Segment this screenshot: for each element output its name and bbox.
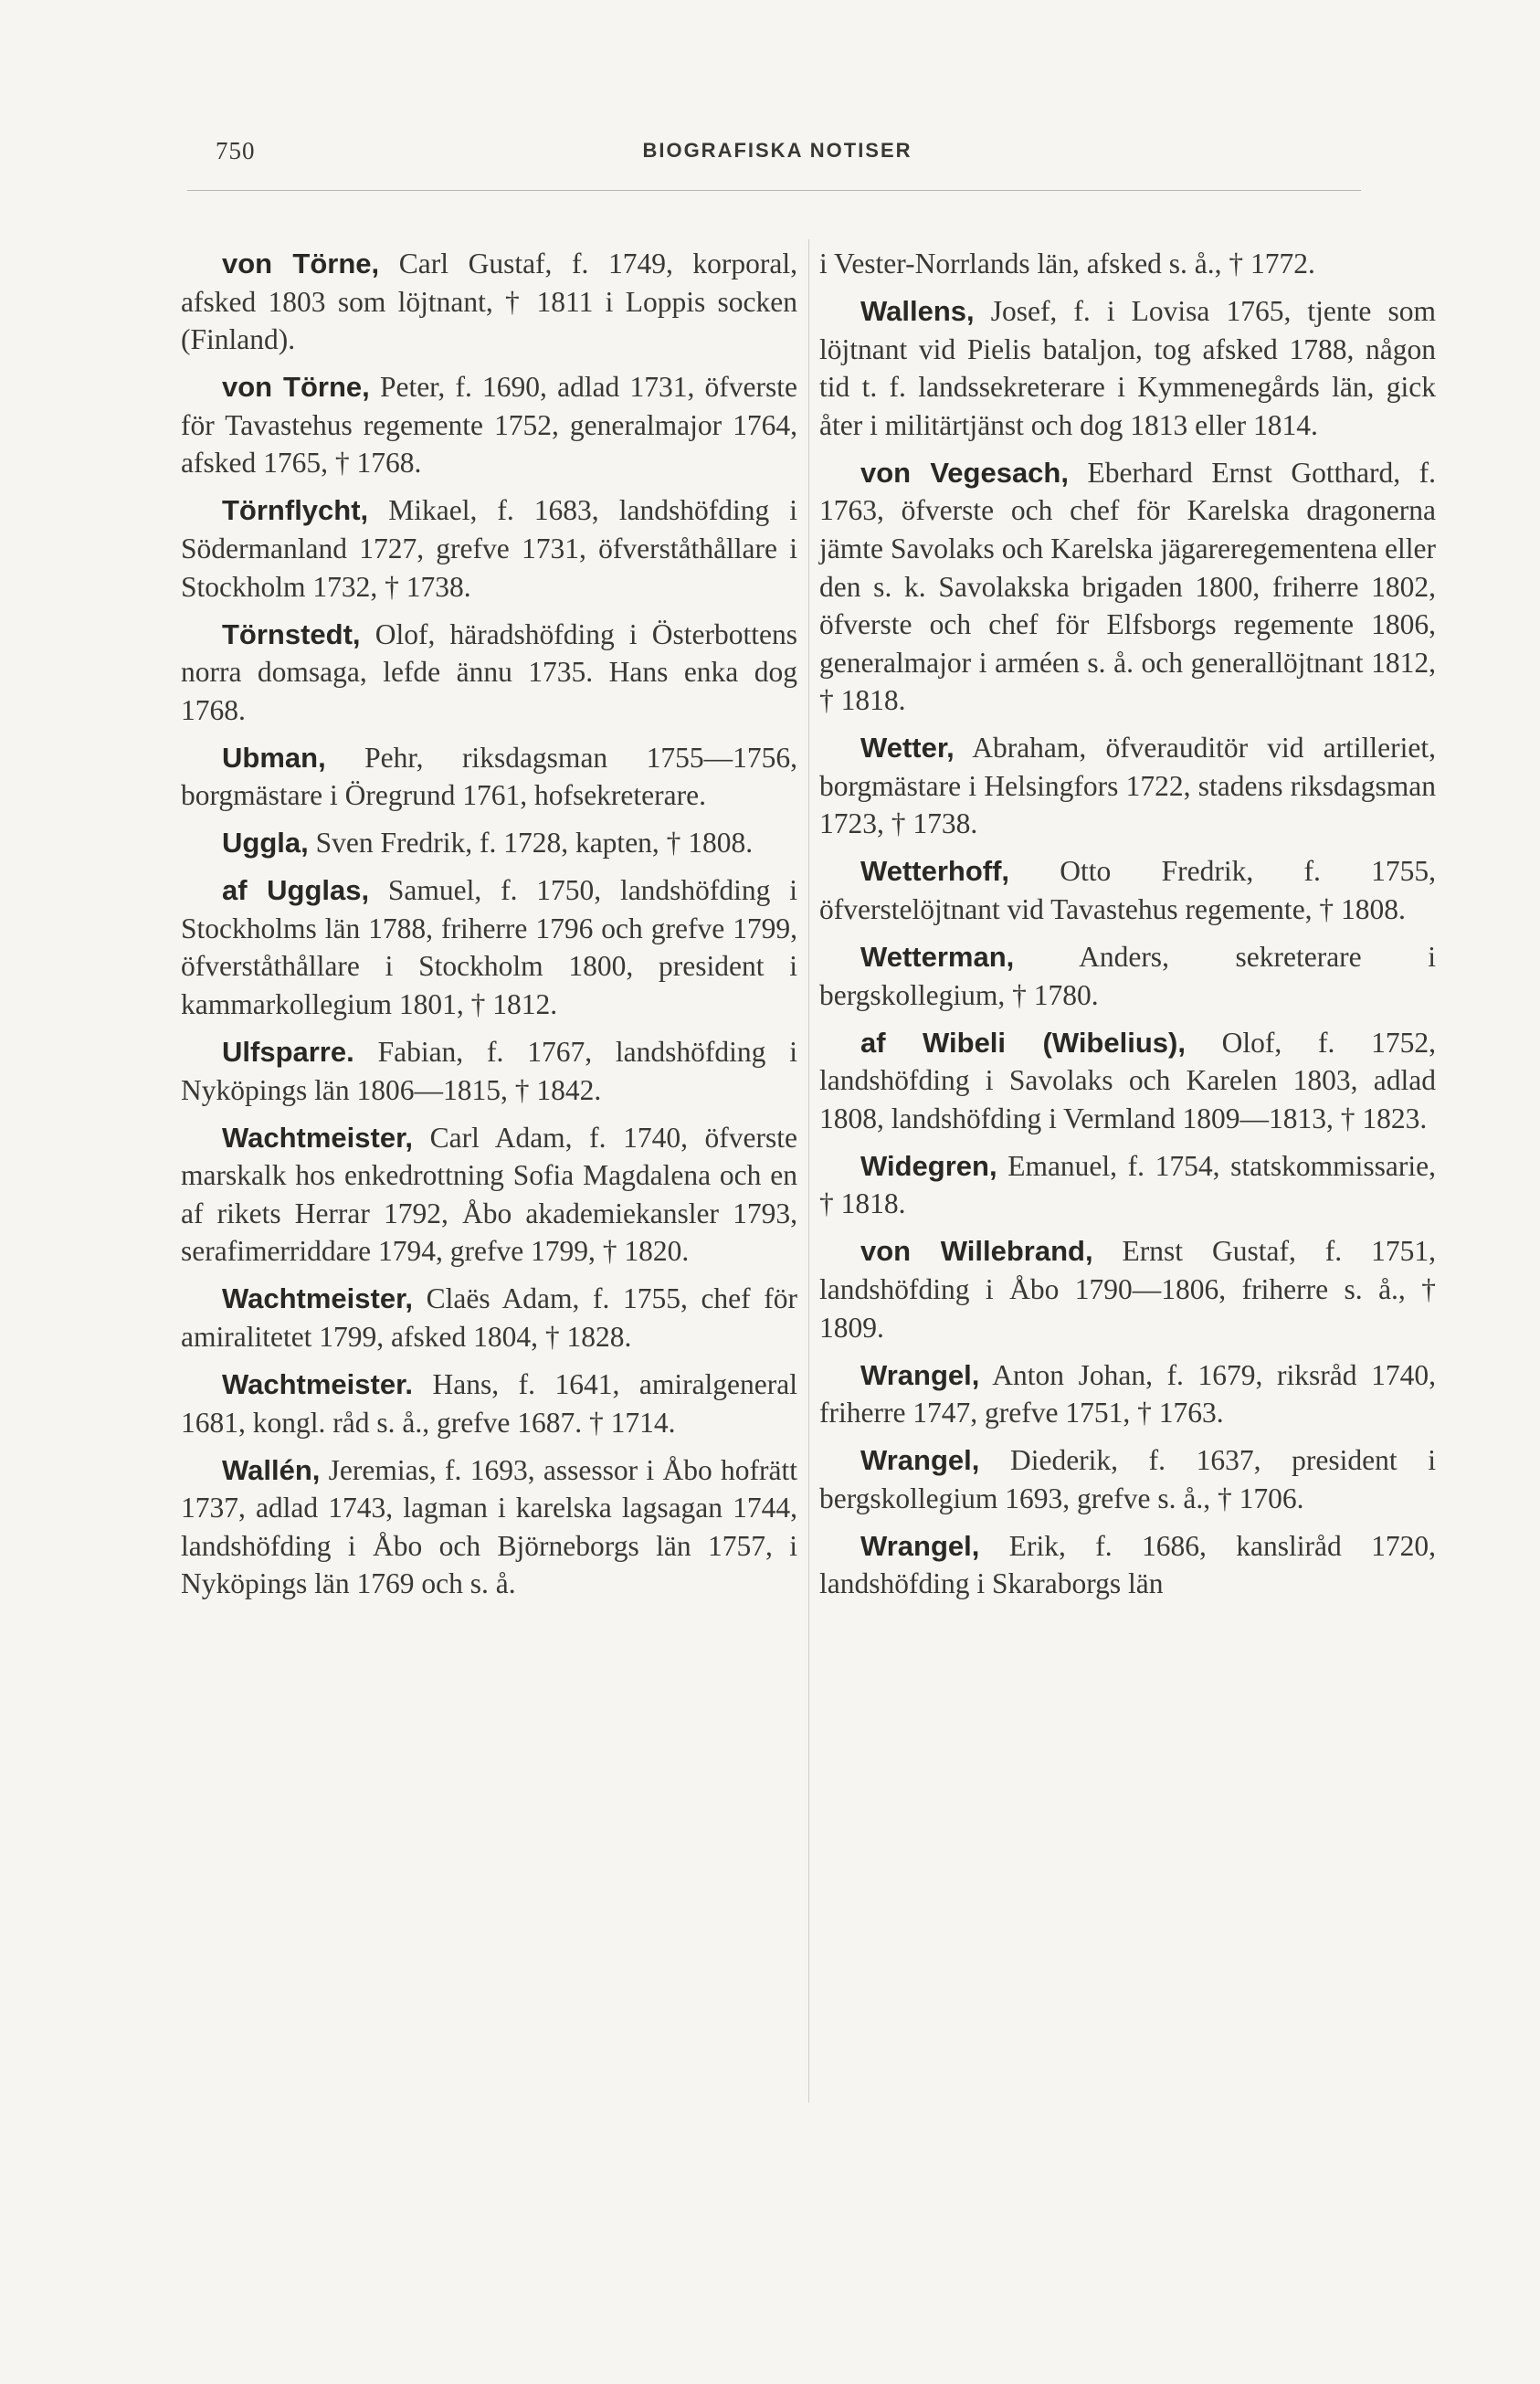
entry-text: Diederik, f. 1637, president i bergskollegium 1693, grefve s. å., † 1706.: [819, 1444, 1436, 1514]
biography-entry: [819, 1356, 1436, 1432]
biography-entry: [819, 938, 1436, 1014]
entry-text: Anton Johan, f. 1679, riksråd 1740, friherre 1747, grefve 1751, † 1763.: [819, 1358, 1436, 1429]
biography-entry: [819, 1024, 1436, 1138]
running-title: BIOGRAFISKA NOTISER: [642, 139, 912, 162]
entry-name: af Wibeli (Wibelius),: [860, 1026, 1186, 1059]
biography-entry: [181, 1280, 797, 1356]
biography-entry: [819, 292, 1436, 444]
entry-name: Wrangel,: [860, 1444, 980, 1477]
entry-text: Abraham, öfverauditör vid artilleriet, borgmästare i Helsingfors 1722, stadens riksdagsman 1723, † 1738.: [819, 732, 1436, 840]
entry-name: Widegren,: [860, 1149, 997, 1182]
entry-name: Wachtmeister,: [222, 1282, 414, 1315]
biography-entry: [819, 1527, 1436, 1603]
entry-name: von Törne,: [222, 371, 370, 404]
biography-entry: [819, 1147, 1436, 1223]
entry-name: Wallens,: [860, 294, 975, 327]
biography-entry: [819, 729, 1436, 843]
entry-name: Wallén,: [222, 1453, 321, 1486]
entry-name: von Törne,: [222, 248, 380, 280]
entry-text: Ernst Gustaf, f. 1751, landshöfding i Åbo 1790—1806, friherre s. å., † 1809.: [819, 1235, 1436, 1344]
entry-text: Fabian, f. 1767, landshöfding i Nyköpings län 1806—1815, † 1842.: [181, 1036, 797, 1106]
entry-text: Anders, sekreterare i bergskollegium, † 1780.: [819, 941, 1436, 1011]
entry-text: Eberhard Ernst Gotthard, f. 1763, öfverste och chef för Karelska dragonerna jämte Savolaks och Karelska jägareregementena eller den s. k. Savolakska brigaden 1800, friherre 1802, öfverste och chef för Elfsborgs regemente 1806, generalmajor i arméen s. å. och generallöjtnant 1812, † 1818.: [819, 456, 1436, 717]
biography-entry: [181, 1119, 797, 1271]
biography-entry: [819, 245, 1436, 283]
entry-name: Wachtmeister,: [222, 1121, 414, 1154]
page-header: [216, 137, 1339, 174]
entry-name: af Ugglas,: [222, 874, 370, 907]
entry-text: Mikael, f. 1683, landshöfding i Södermanland 1727, grefve 1731, öfverståthållare i Stockholm 1732, † 1738.: [181, 494, 797, 603]
biography-entry: [819, 852, 1436, 928]
entry-text: i Vester-Norrlands län, afsked s. å., † 1772.: [819, 248, 1315, 280]
entry-name: Wetterman,: [860, 941, 1015, 974]
biography-entry: [181, 245, 797, 359]
entry-name: Ubman,: [222, 741, 326, 774]
entry-name: von Vegesach,: [860, 456, 1069, 489]
entry-text: Carl Adam, f. 1740, öfverste marskalk hos enkedrottning Sofia Magdalena och en af rikets Herrar 1792, Åbo akademiekansler 1793, serafimerriddare 1794, grefve 1799, † 1820.: [181, 1121, 797, 1268]
page-number: 750: [216, 137, 256, 164]
entry-name: Wrangel,: [860, 1358, 980, 1391]
entry-name: Ulfsparre.: [222, 1036, 354, 1069]
entry-text: Jeremias, f. 1693, assessor i Åbo hofrätt 1737, adlad 1743, lagman i karelska lagsagan 1744, landshöfding i Åbo och Björneborgs län 1757, i Nyköpings län 1769 och s. å.: [181, 1453, 797, 1600]
entry-text: Peter, f. 1690, adlad 1731, öfverste för Tavastehus regemente 1752, generalmajor 1764, afsked 1765, † 1768.: [181, 371, 797, 480]
entry-name: Uggla,: [222, 827, 309, 860]
entry-text: Sven Fredrik, f. 1728, kapten, † 1808.: [308, 827, 754, 860]
entry-text: Hans, f. 1641, amiralgeneral 1681, kongl. råd s. å., grefve 1687. † 1714.: [181, 1367, 797, 1439]
column-divider: [808, 239, 809, 2103]
biography-entry: [181, 491, 797, 606]
entry-name: Wachtmeister.: [222, 1367, 414, 1400]
biography-entry: [181, 616, 797, 730]
header-rule: [187, 190, 1361, 191]
entry-name: Törnflycht,: [222, 494, 369, 527]
entry-name: Wrangel,: [860, 1529, 980, 1562]
left-column: [181, 245, 797, 1612]
biography-entry: [181, 1451, 797, 1603]
entry-text: Claës Adam, f. 1755, chef för amiralitetet 1799, afsked 1804, † 1828.: [181, 1282, 797, 1353]
entry-name: Wetter,: [860, 732, 955, 765]
entry-text: Olof, häradshöfding i Österbottens norra domsaga, lefde ännu 1735. Hans enka dog 1768.: [181, 617, 797, 726]
entry-name: Wetterhoff,: [860, 855, 1010, 888]
entry-text: Otto Fredrik, f. 1755, öfverstelöjtnant vid Tavastehus regemente, † 1808.: [819, 855, 1436, 926]
biography-entry: [181, 1366, 797, 1441]
entry-text: Pehr, riksdagsman 1755—1756, borgmästare i Öregrund 1761, hofsekreterare.: [181, 741, 797, 812]
biography-entry: [181, 824, 797, 862]
entry-text: Samuel, f. 1750, landshöfding i Stockholms län 1788, friherre 1796 och grefve 1799, öfverståthållare i Stockholm 1800, president i kammarkollegium 1801, † 1812.: [181, 874, 797, 1021]
entry-name: Törnstedt,: [222, 617, 361, 650]
entry-name: von Willebrand,: [860, 1235, 1093, 1268]
biography-entry: [181, 368, 797, 482]
biography-entry: [819, 1232, 1436, 1346]
entry-text: Carl Gustaf, f. 1749, korporal, afsked 1803 som löjtnant, † 1811 i Loppis socken (Finland).: [181, 248, 798, 356]
right-column: [819, 245, 1436, 1612]
entry-text: Olof, f. 1752, landshöfding i Savolaks och Karelen 1803, adlad 1808, landshöfding i Vermland 1809—1813, † 1823.: [819, 1026, 1437, 1134]
biography-entry: [181, 739, 797, 815]
biography-entry: [819, 1441, 1436, 1517]
biography-entry: [819, 454, 1436, 720]
biography-entry: [181, 1033, 797, 1109]
entry-text: Emanuel, f. 1754, statskommissarie, † 1818.: [819, 1149, 1436, 1220]
entry-text: Erik, f. 1686, kansliråd 1720, landshöfding i Skaraborgs län: [819, 1529, 1436, 1600]
biography-entry: [181, 871, 797, 1023]
entry-text: Josef, f. i Lovisa 1765, tjente som löjtnant vid Pielis bataljon, tog afsked 1788, någon tid t. f. landssekreterare i Kymmenegårds län, gick åter i militärtjänst och dog 1813 eller 1814.: [819, 294, 1436, 441]
